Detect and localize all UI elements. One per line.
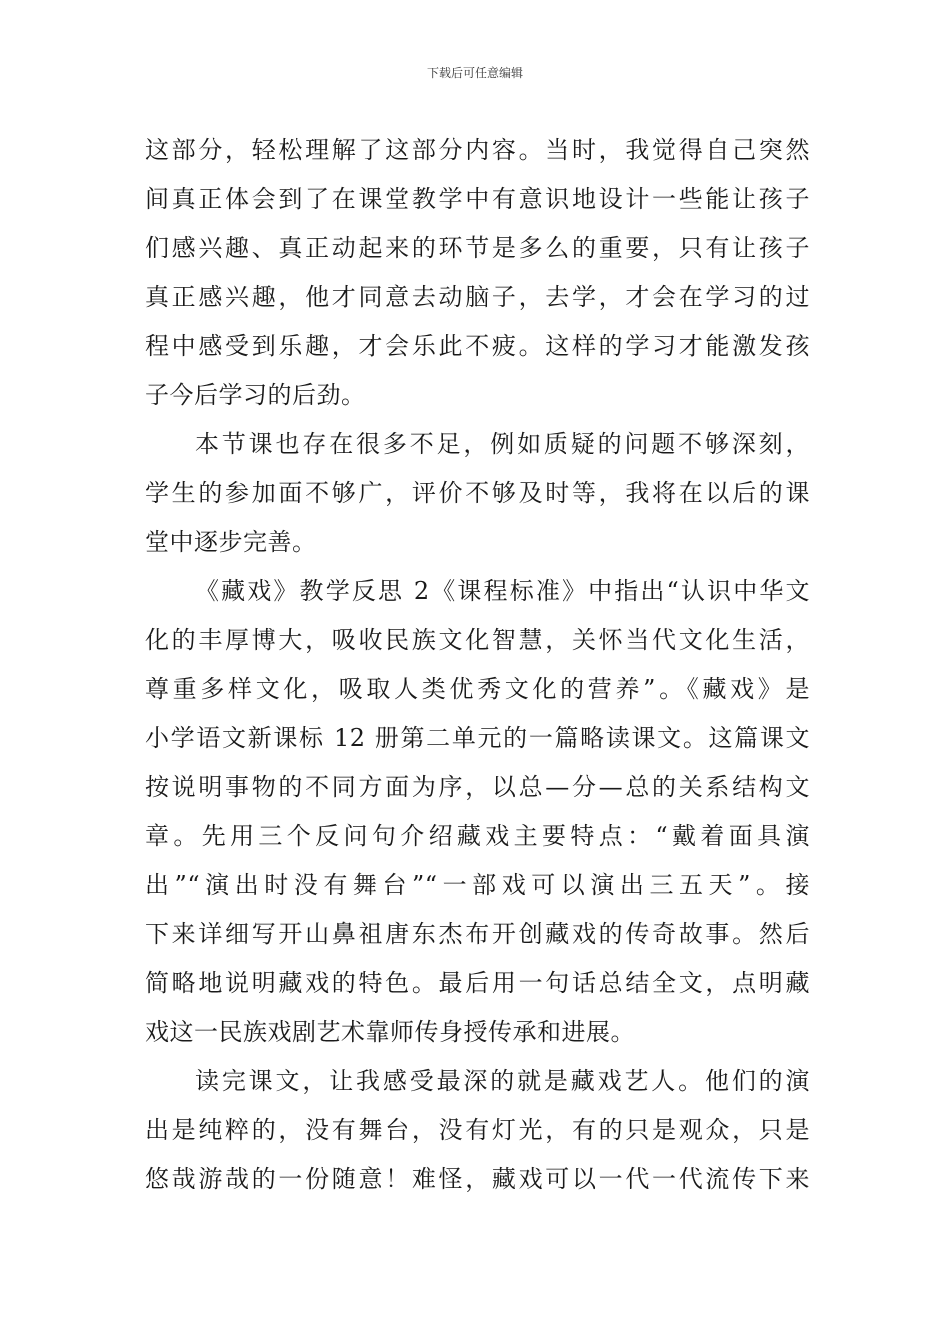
text-line: 小学语文新课标 12 册第二单元的一篇略读课文。这篇课文 bbox=[145, 724, 810, 752]
text-line: 们感兴趣、真正动起来的环节是多么的重要，只有让孩子 bbox=[145, 234, 810, 262]
text-line: 真正感兴趣，他才同意去动脑子，去学，才会在学习的过 bbox=[145, 283, 810, 311]
text-line: 出”“演出时没有舞台”“一部戏可以演出三五天”。接 bbox=[145, 871, 810, 899]
text-line: 尊重多样文化，吸取人类优秀文化的营养”。《藏戏》是 bbox=[145, 675, 810, 703]
paragraph-1 bbox=[145, 126, 810, 420]
text-line: 本节课也存在很多不足，例如质疑的问题不够深刻， bbox=[195, 430, 810, 458]
text-line: 戏这一民族戏剧艺术靠师传身授传承和进展。 bbox=[145, 1018, 635, 1046]
text-line: 《藏戏》教学反思 2《课程标准》中指出“认识中华文 bbox=[195, 577, 810, 605]
text-line: 按说明事物的不同方面为序，以总—分—总的关系结构文 bbox=[145, 773, 810, 801]
text-line: 读完课文，让我感受最深的就是藏戏艺人。他们的演 bbox=[195, 1067, 810, 1095]
text-line: 子今后学习的后劲。 bbox=[145, 381, 366, 409]
text-line: 悠哉游哉的一份随意！难怪，藏戏可以一代一代流传下来 bbox=[145, 1165, 810, 1193]
text-line: 化的丰厚博大，吸收民族文化智慧，关怀当代文化生活， bbox=[145, 626, 810, 654]
text-line: 这部分，轻松理解了这部分内容。当时，我觉得自己突然 bbox=[145, 136, 810, 164]
text-line: 简略地说明藏戏的特色。最后用一句话总结全文，点明藏 bbox=[145, 969, 810, 997]
text-line: 程中感受到乐趣，才会乐此不疲。这样的学习才能激发孩 bbox=[145, 332, 810, 360]
text-line: 章。先用三个反问句介绍藏戏主要特点：“戴着面具演 bbox=[145, 822, 810, 850]
document-body bbox=[145, 126, 810, 1204]
text-line: 出是纯粹的，没有舞台，没有灯光，有的只是观众，只是 bbox=[145, 1116, 810, 1144]
page-header: 下载后可任意编辑 bbox=[426, 66, 523, 80]
text-line: 间真正体会到了在课堂教学中有意识地设计一些能让孩子 bbox=[145, 185, 810, 213]
paragraph-2 bbox=[145, 420, 810, 567]
text-line: 学生的参加面不够广，评价不够及时等，我将在以后的课 bbox=[145, 479, 810, 507]
paragraph-4 bbox=[145, 1057, 810, 1204]
text-line: 下来详细写开山鼻祖唐东杰布开创藏戏的传奇故事。然后 bbox=[145, 920, 810, 948]
text-line: 堂中逐步完善。 bbox=[145, 528, 317, 556]
paragraph-3 bbox=[145, 567, 810, 1057]
